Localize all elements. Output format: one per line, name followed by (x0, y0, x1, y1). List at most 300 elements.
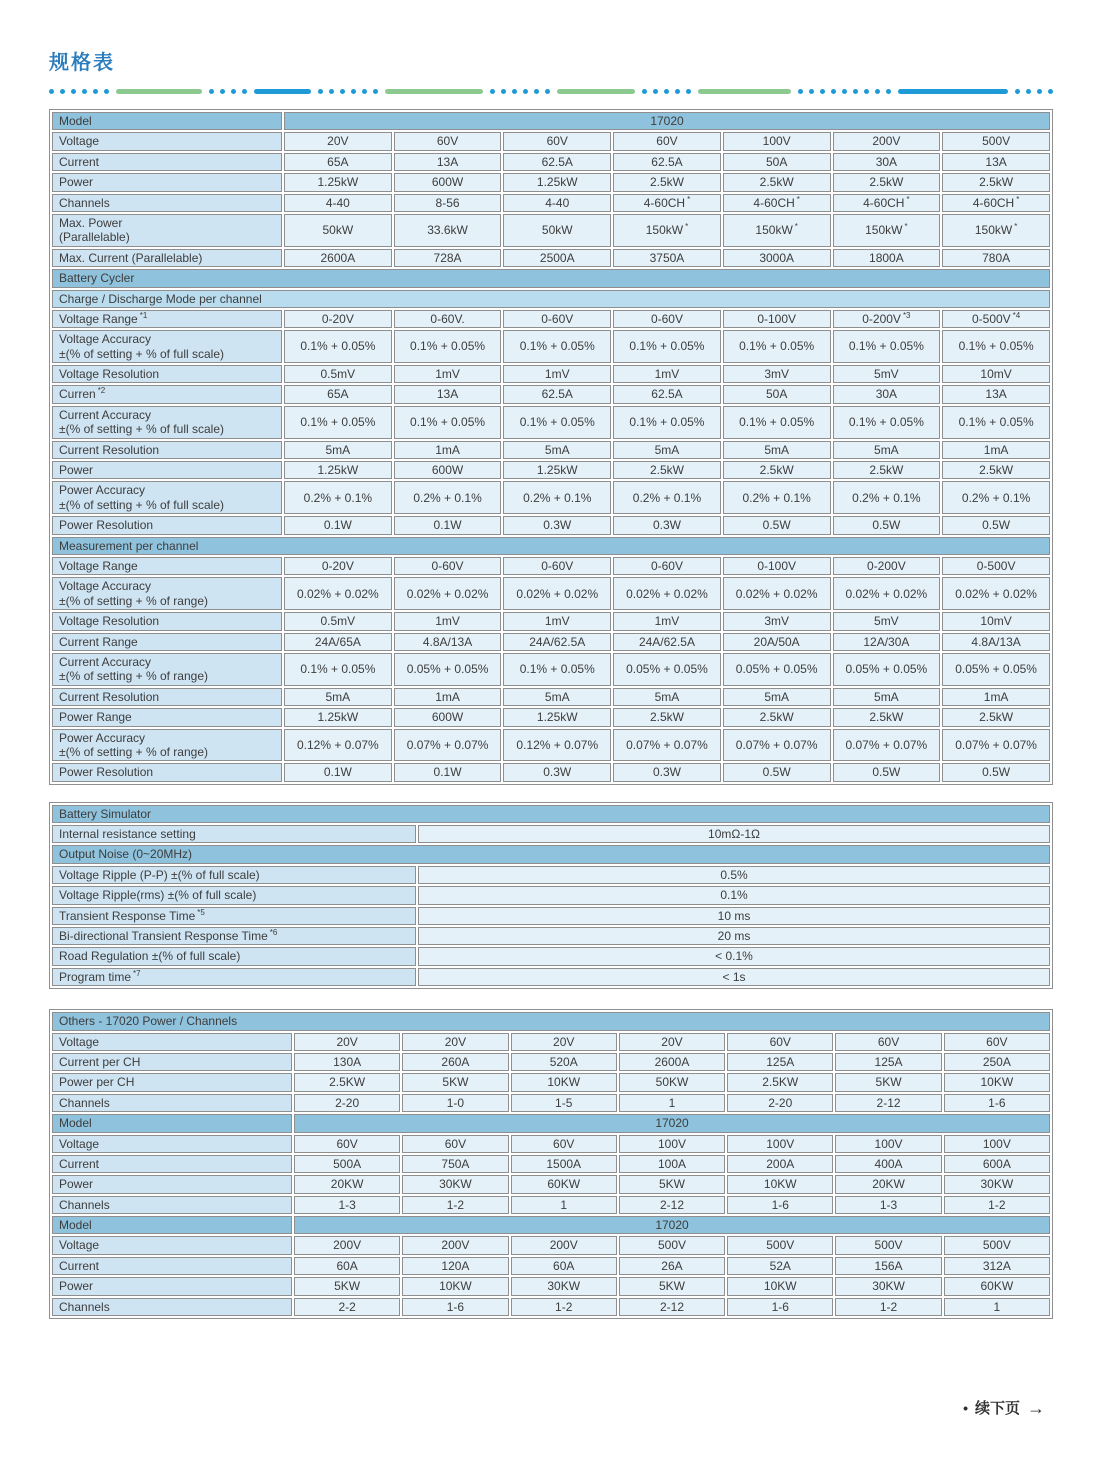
cell-value: 1.25kW (503, 461, 611, 479)
table-row (52, 633, 1050, 651)
cell-value: 500V (727, 1236, 833, 1254)
table-row (52, 1257, 1050, 1275)
cell-value: 120A (402, 1257, 508, 1275)
section-header: Output Noise (0~20MHz) (52, 845, 1050, 863)
cell-value: 10KW (944, 1073, 1050, 1091)
cell-value: 520A (511, 1053, 617, 1071)
cell-value: 1mA (942, 688, 1050, 706)
table-row (52, 907, 1050, 925)
cell-value: 500V (619, 1236, 725, 1254)
separator-dot (545, 89, 550, 94)
cell-value: 1-0 (402, 1094, 508, 1112)
cell-value: 780A (942, 249, 1050, 267)
cell-value: 2.5kW (613, 461, 721, 479)
cell-value: 13A (394, 153, 502, 171)
cell-value: 0.3W (503, 763, 611, 781)
model-value: 17020 (284, 112, 1050, 130)
table-row (52, 763, 1050, 781)
cell-value: 1mV (394, 365, 502, 383)
cell-value: 1-2 (944, 1196, 1050, 1214)
table-row (52, 441, 1050, 459)
cell-value: 150kW * (613, 214, 721, 247)
cell-value: 13A (942, 153, 1050, 171)
row-label: Power Accuracy ±(% of setting + % of range) (52, 729, 282, 762)
section-header: Measurement per channel (52, 537, 1050, 555)
cell-value: 24A/65A (284, 633, 392, 651)
cell-value: 0-100V (723, 310, 831, 328)
cell-value: 60A (511, 1257, 617, 1275)
cell-value: 2-2 (294, 1298, 400, 1316)
cell-value: 62.5A (503, 385, 611, 403)
table-row (52, 708, 1050, 726)
cell-value: 1-5 (511, 1094, 617, 1112)
cell-value: 1 (511, 1196, 617, 1214)
row-label: Power Accuracy ±(% of setting + % of full scale) (52, 481, 282, 514)
cell-value: 0.5W (723, 763, 831, 781)
separator-dot (653, 89, 658, 94)
cell-value: 0.1% + 0.05% (503, 406, 611, 439)
row-label: Current Resolution (52, 441, 282, 459)
cell-value: 0.02% + 0.02% (942, 577, 1050, 610)
separator-dot (875, 89, 880, 94)
cell-value: 2.5kW (613, 708, 721, 726)
cell-value: 60V (944, 1033, 1050, 1051)
separator-dot (318, 89, 323, 94)
cell-value: 312A (944, 1257, 1050, 1275)
separator-dot (242, 89, 247, 94)
table-row (52, 1155, 1050, 1173)
row-label: Voltage Ripple(rms) ±(% of full scale) (52, 886, 416, 904)
cell-value: 0.1% + 0.05% (942, 330, 1050, 363)
table-row (52, 1094, 1050, 1112)
cell-value: 4-60CH * (723, 194, 831, 212)
cell-value: 0.05% + 0.05% (723, 653, 831, 686)
cell-value: 0.02% + 0.02% (394, 577, 502, 610)
cell-value: 60KW (944, 1277, 1050, 1295)
row-label: Voltage (52, 1033, 292, 1051)
cell-value: 600W (394, 173, 502, 191)
separator-dot (60, 89, 65, 94)
cell-value: 1.25kW (284, 461, 392, 479)
separator-dot (104, 89, 109, 94)
cell-value: 0.2% + 0.1% (284, 481, 392, 514)
cell-value: 0.1% + 0.05% (613, 330, 721, 363)
table-row (52, 557, 1050, 575)
cell-value: 200V (402, 1236, 508, 1254)
cell-value: 0.07% + 0.07% (394, 729, 502, 762)
cell-value: 20V (402, 1033, 508, 1051)
cell-value: 0.1% + 0.05% (503, 653, 611, 686)
table-row (52, 269, 1050, 287)
table-row (52, 1012, 1050, 1030)
separator-dot (220, 89, 225, 94)
cell-value: 0.12% + 0.07% (503, 729, 611, 762)
table-row (52, 805, 1050, 823)
cell-value: 50KW (619, 1073, 725, 1091)
cell-value: 10KW (511, 1073, 617, 1091)
table-row (52, 1216, 1050, 1234)
cell-value: 1-2 (402, 1196, 508, 1214)
cell-value: 0.02% + 0.02% (723, 577, 831, 610)
cell-value: 0.07% + 0.07% (723, 729, 831, 762)
cell-value: 13A (394, 385, 502, 403)
cell-value: 500V (942, 132, 1050, 150)
row-label: Current per CH (52, 1053, 292, 1071)
cell-value: 2.5kW (942, 708, 1050, 726)
cell-value: 1 (619, 1094, 725, 1112)
cell-value: 0-20V (284, 310, 392, 328)
table-row (52, 577, 1050, 610)
row-label: Power Resolution (52, 763, 282, 781)
cell-value: 100A (619, 1155, 725, 1173)
cell-value: 0.1% + 0.05% (723, 406, 831, 439)
row-label: Model (52, 112, 282, 130)
cell-value: 2.5kW (833, 173, 941, 191)
cell-value: 5KW (619, 1175, 725, 1193)
table-row (52, 194, 1050, 212)
row-label: Current (52, 1155, 292, 1173)
cell-value: 20V (511, 1033, 617, 1051)
cell-value: 2-20 (294, 1094, 400, 1112)
cell-value: 20V (284, 132, 392, 150)
cell-value: 0.1% + 0.05% (613, 406, 721, 439)
table-row (52, 385, 1050, 403)
row-label: Model (52, 1216, 292, 1234)
cell-value: 30KW (944, 1175, 1050, 1193)
table-row (52, 653, 1050, 686)
cell-value: 0.2% + 0.1% (942, 481, 1050, 514)
cell-value: 0.12% + 0.07% (284, 729, 392, 762)
cell-value: 0.1W (284, 516, 392, 534)
row-label: Channels (52, 194, 282, 212)
cell-value: 1mA (394, 441, 502, 459)
table-row (52, 927, 1050, 945)
cell-value: 500V (944, 1236, 1050, 1254)
cell-value: 60V (503, 132, 611, 150)
model-value: 17020 (294, 1114, 1050, 1132)
table-row (52, 1114, 1050, 1132)
cell-value: 0.02% + 0.02% (833, 577, 941, 610)
separator-bar (116, 89, 202, 94)
section-header: Others - 17020 Power / Channels (52, 1012, 1050, 1030)
table-row (52, 516, 1050, 534)
spec-table-main (49, 109, 1053, 785)
cell-value: 5KW (294, 1277, 400, 1295)
cell-value: 0.1% + 0.05% (394, 406, 502, 439)
cell-value: 200A (727, 1155, 833, 1173)
cell-value: 5KW (835, 1073, 941, 1091)
cell-value: 1-6 (727, 1298, 833, 1316)
cell-value: 1-6 (402, 1298, 508, 1316)
cell-value: 30A (833, 385, 941, 403)
table-row (52, 537, 1050, 555)
footer-text: 续下页 (974, 1400, 1020, 1417)
cell-value: 0.05% + 0.05% (394, 653, 502, 686)
cell-value: 750A (402, 1155, 508, 1173)
cell-value: 1500A (511, 1155, 617, 1173)
cell-value: 0.5W (833, 516, 941, 534)
cell-value: 1-2 (835, 1298, 941, 1316)
separator-dot (209, 89, 214, 94)
cell-value: 4.8A/13A (394, 633, 502, 651)
separator-dot (93, 89, 98, 94)
cell-value: 0-200V (833, 557, 941, 575)
cell-value: 20A/50A (723, 633, 831, 651)
cell-value: 2.5kW (723, 173, 831, 191)
cell-value: 10mV (942, 365, 1050, 383)
cell-value: 20V (294, 1033, 400, 1051)
separator-bar (385, 89, 483, 94)
cell-value: 0.02% + 0.02% (613, 577, 721, 610)
table-row (52, 214, 1050, 247)
row-label: Power (52, 1277, 292, 1295)
cell-value: 0-200V $^{*3}$ (833, 310, 941, 328)
separator-dot-group (1015, 89, 1053, 94)
cell-value: 5mA (723, 688, 831, 706)
cell-value: 30KW (402, 1175, 508, 1193)
separator-dot (853, 89, 858, 94)
cell-value: 0.5mV (284, 365, 392, 383)
cell-value: 0.1% + 0.05% (284, 330, 392, 363)
continued-next-page (963, 1397, 1045, 1418)
separator-dot (82, 89, 87, 94)
cell-value: 1-3 (294, 1196, 400, 1214)
cell-value: 5mA (284, 441, 392, 459)
row-label: Channels (52, 1094, 292, 1112)
cell-value: 0.02% + 0.02% (503, 577, 611, 610)
cell-value: 60V (613, 132, 721, 150)
table-row (52, 1196, 1050, 1214)
cell-value: 2.5kW (942, 173, 1050, 191)
separator-bar (698, 89, 791, 94)
cell-value: 150kW * (723, 214, 831, 247)
separator-dot (675, 89, 680, 94)
table-row (52, 330, 1050, 363)
cell-value: 60V (727, 1033, 833, 1051)
cell-value: 200V (511, 1236, 617, 1254)
cell-value: 10KW (727, 1175, 833, 1193)
separator-dot (351, 89, 356, 94)
table-row (52, 845, 1050, 863)
separator-dot (864, 89, 869, 94)
cell-value: 2.5KW (727, 1073, 833, 1091)
separator-dot (664, 89, 669, 94)
row-label: Power (52, 461, 282, 479)
separator-dot (512, 89, 517, 94)
cell-value: 0.1% (418, 886, 1050, 904)
cell-value: 1.25kW (503, 173, 611, 191)
cell-value: 0-20V (284, 557, 392, 575)
section-header: Charge / Discharge Mode per channel (52, 290, 1050, 308)
separator-dot (340, 89, 345, 94)
cell-value: 30KW (511, 1277, 617, 1295)
separator-dot-group (209, 89, 247, 94)
cell-value: 0.1% + 0.05% (833, 330, 941, 363)
cell-value: 1mV (503, 365, 611, 383)
cell-value: 400A (835, 1155, 941, 1173)
separator-dot-group (798, 89, 891, 94)
cell-value: 62.5A (613, 153, 721, 171)
row-label: Power (52, 173, 282, 191)
row-label: Transient Response Time $^{*5}$ (52, 907, 416, 925)
cell-value: 2.5kW (833, 708, 941, 726)
cell-value: 2.5kW (723, 708, 831, 726)
cell-value: 100V (835, 1135, 941, 1153)
model-value: 17020 (294, 1216, 1050, 1234)
table-row (52, 112, 1050, 130)
row-label: Voltage Range $^{*1}$ (52, 310, 282, 328)
row-label: Road Regulation ±(% of full scale) (52, 947, 416, 965)
cell-value: 62.5A (613, 385, 721, 403)
row-label: Power Range (52, 708, 282, 726)
cell-value: 0-60V (394, 557, 502, 575)
cell-value: 20 ms (418, 927, 1050, 945)
cell-value: 2-12 (619, 1298, 725, 1316)
cell-value: 20KW (294, 1175, 400, 1193)
cell-value: 4-40 (503, 194, 611, 212)
cell-value: 125A (727, 1053, 833, 1071)
row-label: Voltage Range (52, 557, 282, 575)
cell-value: 50kW (284, 214, 392, 247)
cell-value: 3000A (723, 249, 831, 267)
row-label: Voltage (52, 1135, 292, 1153)
cell-value: 500V (835, 1236, 941, 1254)
cell-value: 13A (942, 385, 1050, 403)
cell-value: 0.2% + 0.1% (503, 481, 611, 514)
cell-value: < 1s (418, 968, 1050, 986)
cell-value: 60V (294, 1135, 400, 1153)
table-row (52, 866, 1050, 884)
cell-value: 10 ms (418, 907, 1050, 925)
cell-value: 20KW (835, 1175, 941, 1193)
cell-value: 0.1% + 0.05% (942, 406, 1050, 439)
cell-value: 0-60V. (394, 310, 502, 328)
cell-value: 0.07% + 0.07% (833, 729, 941, 762)
table-row (52, 1053, 1050, 1071)
cell-value: 600W (394, 708, 502, 726)
page-title: 规格表 (49, 52, 115, 74)
row-label: Voltage (52, 1236, 292, 1254)
cell-value: 156A (835, 1257, 941, 1275)
cell-value: 100V (723, 132, 831, 150)
cell-value: 0-100V (723, 557, 831, 575)
separator-dot (798, 89, 803, 94)
cell-value: 0.1W (394, 763, 502, 781)
table-row (52, 1277, 1050, 1295)
table-row (52, 310, 1050, 328)
cell-value: 1 (944, 1298, 1050, 1316)
table-row (52, 886, 1050, 904)
cell-value: 4-60CH * (613, 194, 721, 212)
cell-value: 600A (944, 1155, 1050, 1173)
separator-dot (1037, 89, 1042, 94)
table-row (52, 825, 1050, 843)
separator-dot (501, 89, 506, 94)
row-label: Current Range (52, 633, 282, 651)
row-label: Current Resolution (52, 688, 282, 706)
cell-value: 30KW (835, 1277, 941, 1295)
cell-value: 0-500V (942, 557, 1050, 575)
cell-value: 60V (394, 132, 502, 150)
cell-value: 4-60CH * (942, 194, 1050, 212)
cell-value: 60A (294, 1257, 400, 1275)
cell-value: 1-6 (944, 1094, 1050, 1112)
row-label: Channels (52, 1298, 292, 1316)
cell-value: 60KW (511, 1175, 617, 1193)
cell-value: 50kW (503, 214, 611, 247)
table-row (52, 481, 1050, 514)
row-label: Curren $^{*2}$ (52, 385, 282, 403)
cell-value: 600W (394, 461, 502, 479)
cell-value: 5mV (833, 365, 941, 383)
cell-value: 728A (394, 249, 502, 267)
separator-dot (642, 89, 647, 94)
cell-value: 0-60V (503, 557, 611, 575)
separator-dot (71, 89, 76, 94)
separator-dot (490, 89, 495, 94)
separator-dot-group (49, 89, 109, 94)
separator-dot (1026, 89, 1031, 94)
row-label: Program time $^{*7}$ (52, 968, 416, 986)
cell-value: 0.07% + 0.07% (613, 729, 721, 762)
table-row (52, 1073, 1050, 1091)
cell-value: 0.5W (942, 516, 1050, 534)
cell-value: 0.1% + 0.05% (284, 653, 392, 686)
table-row (52, 1135, 1050, 1153)
cell-value: 50A (723, 385, 831, 403)
cell-value: 5mA (503, 688, 611, 706)
cell-value: 0.1W (394, 516, 502, 534)
cell-value: 0.1% + 0.05% (833, 406, 941, 439)
cell-value: 5mA (284, 688, 392, 706)
table-row (52, 729, 1050, 762)
cell-value: 200V (833, 132, 941, 150)
separator-dot (842, 89, 847, 94)
cell-value: 60V (835, 1033, 941, 1051)
separator-dot (1048, 89, 1053, 94)
cell-value: 26A (619, 1257, 725, 1275)
table-row (52, 1236, 1050, 1254)
cell-value: 24A/62.5A (613, 633, 721, 651)
table-row (52, 1298, 1050, 1316)
cell-value: 8-56 (394, 194, 502, 212)
cell-value: 12A/30A (833, 633, 941, 651)
row-label: Current (52, 1257, 292, 1275)
cell-value: 0.05% + 0.05% (942, 653, 1050, 686)
separator-dot (329, 89, 334, 94)
separator-dot (820, 89, 825, 94)
table-row (52, 688, 1050, 706)
cell-value: 0.2% + 0.1% (723, 481, 831, 514)
cell-value: 2.5kW (613, 173, 721, 191)
cell-value: 0.3W (613, 763, 721, 781)
cell-value: 1mV (613, 365, 721, 383)
cell-value: 0-60V (503, 310, 611, 328)
cell-value: 0.3W (503, 516, 611, 534)
bullet-dot: • (963, 1399, 968, 1416)
separator-dot (686, 89, 691, 94)
cell-value: 1-6 (727, 1196, 833, 1214)
cell-value: 2-20 (727, 1094, 833, 1112)
section-header: Battery Simulator (52, 805, 1050, 823)
row-label: Voltage Ripple (P-P) ±(% of full scale) (52, 866, 416, 884)
cell-value: 0.1% + 0.05% (723, 330, 831, 363)
cell-value: 10KW (402, 1277, 508, 1295)
separator-dot (231, 89, 236, 94)
cell-value: 200V (294, 1236, 400, 1254)
spec-table-others-power-channels (49, 1009, 1053, 1319)
cell-value: 1mV (503, 612, 611, 630)
